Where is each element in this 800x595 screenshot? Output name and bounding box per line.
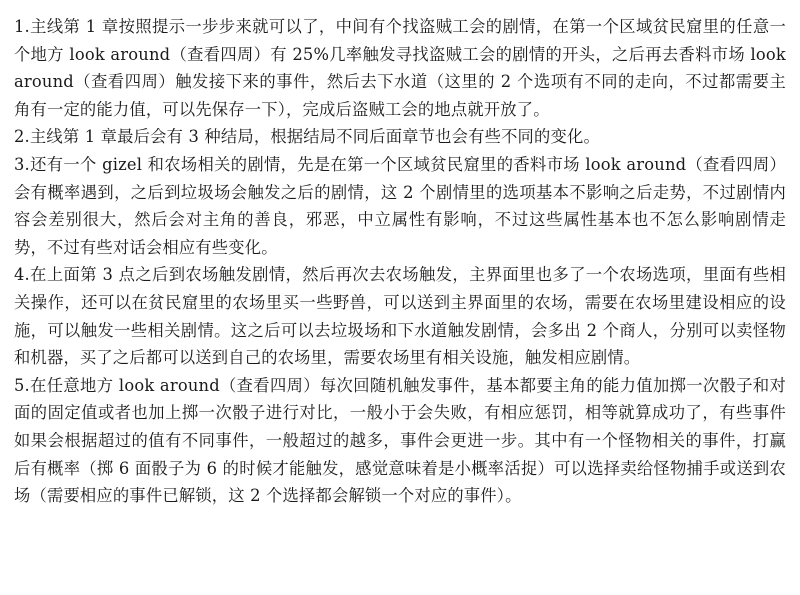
paragraph-4: 4.在上面第 3 点之后到农场触发剧情，然后再次去农场触发，主界面里也多了一个农场选项，里面有些相关操作，还可以在贫民窟里的农场里买一些野兽，可以送到主界面里的农场，需要在农场里建设相应的设施，可以触发一些相关剧情。这之后可以去垃圾场和下水道触发剧情，会多出 2 个商人，分别可以卖怪物和机器，买了之后都可以送到自己的农场里，需要农场里有相关设施，触发相应剧情。 [14,265,786,368]
paragraph-3: 3.还有一个 gizel 和农场相关的剧情，先是在第一个区域贫民窟里的香料市场 look around（查看四周）会有概率遇到，之后到垃圾场会触发之后的剧情，这 2 个剧情里的选项基本不影响之后走势，不过剧情内容会差别很大，然后会对主角的善良，邪恶，中立属性有影响，不过这些属性基本也不怎么影响剧情走势，不过有些对话会相应有些变化。 [14,154,786,257]
document-body [14,13,786,510]
paragraph-1: 1.主线第 1 章按照提示一步步来就可以了，中间有个找盗贼工会的剧情，在第一个区域贫民窟里的任意一个地方 look around（查看四周）有 25%几率触发寻找盗贼工会的剧情的开头，之后再去香料市场 look around（查看四周）触发接下来的事件，然后去下水道（这里的 2 个选项有不同的走向，不过都需要主角有一定的能力值，可以先保存一下），完成后盗贼工会的地点就开放了。 [14,17,786,119]
paragraph-5: 5.在任意地方 look around（查看四周）每次回随机触发事件，基本都要主角的能力值加掷一次骰子和对面的固定值或者也加上掷一次骰子进行对比，一般小于会失败，有相应惩罚，相等就算成功了，有些事件如果会根据超过的值有不同事件，一般超过的越多，事件会更进一步。其中有一个怪物相关的事件，打赢后有概率（掷 6 面骰子为 6 的时候才能触发，感觉意味着是小概率活捉）可以选择卖给怪物捕手或送到农场（需要相应的事件已解锁，这 2 个选择都会解锁一个对应的事件）。 [14,375,786,506]
paragraph-2: 2.主线第 1 章最后会有 3 种结局，根据结局不同后面章节也会有些不同的变化。 [14,127,600,147]
